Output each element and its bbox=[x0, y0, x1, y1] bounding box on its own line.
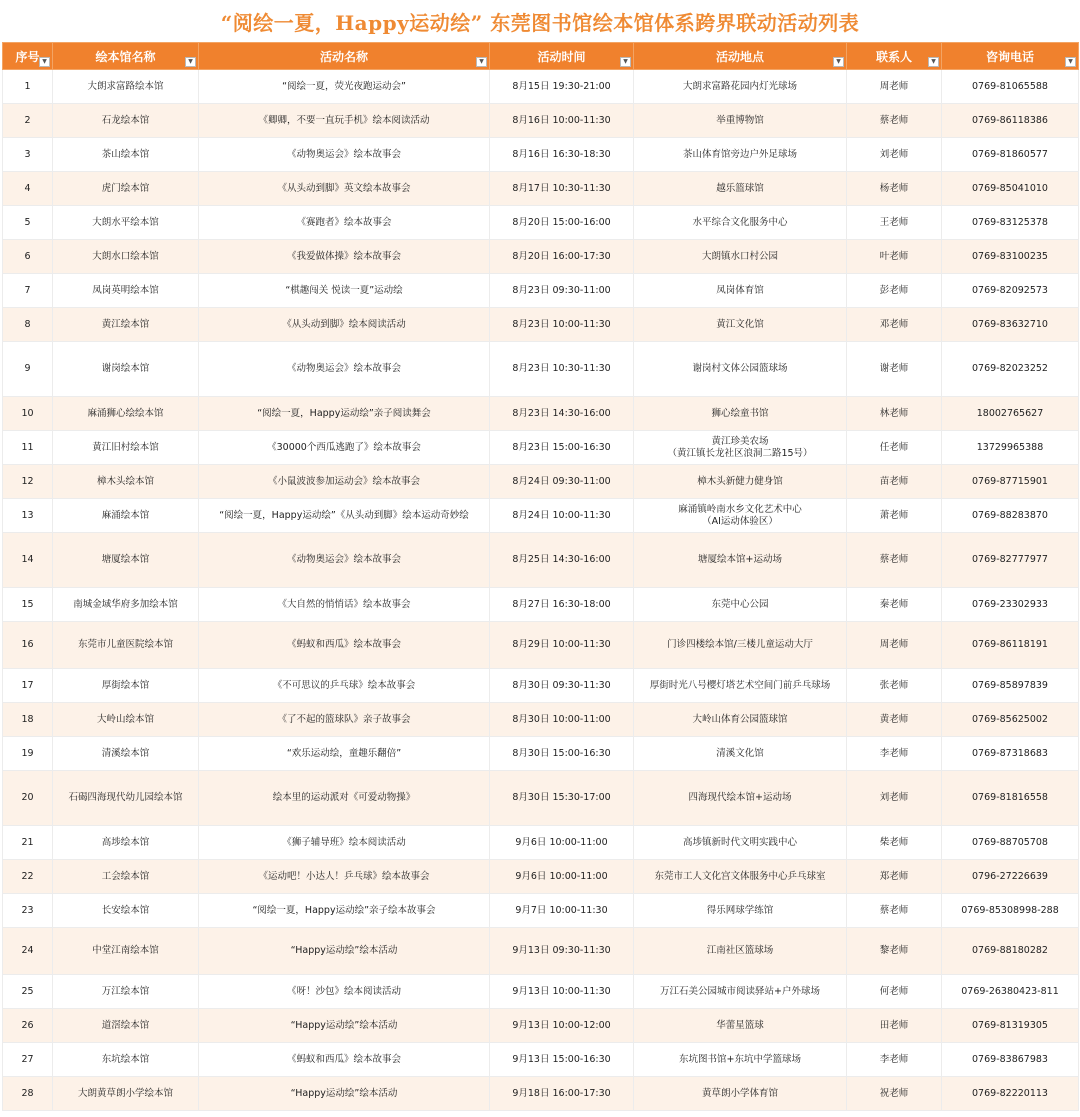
activity-location-cell[interactable] bbox=[634, 172, 847, 206]
row-number-cell[interactable]: 2 bbox=[3, 104, 53, 138]
table-row bbox=[3, 588, 1079, 622]
activity-location-cell[interactable] bbox=[634, 533, 847, 588]
contact-cell[interactable]: 张老师 bbox=[847, 669, 942, 703]
table-row bbox=[3, 928, 1079, 975]
dropdown-filter-icon[interactable]: ▼ bbox=[620, 57, 631, 67]
phone-cell[interactable]: 0769-88705708 bbox=[942, 826, 1079, 860]
contact-cell[interactable]: 蔡老师 bbox=[847, 104, 942, 138]
activity-name-cell[interactable]: 《大自然的悄悄话》绘本故事会 bbox=[199, 588, 490, 622]
phone-cell[interactable]: 0769-23302933 bbox=[942, 588, 1079, 622]
activity-name-cell[interactable]: “Happy运动绘”绘本活动 bbox=[199, 1009, 490, 1043]
location-line: 得乐网球学练馆 bbox=[706, 904, 774, 916]
location-line: 麻涌镇岭南水乡文化艺术中心 bbox=[678, 503, 802, 515]
phone-cell[interactable]: 0769-81319305 bbox=[942, 1009, 1079, 1043]
table-row bbox=[3, 240, 1079, 274]
library-name-cell[interactable]: 麻涌狮心绘绘本馆 bbox=[53, 397, 199, 431]
activity-name-cell[interactable]: 《小鼠波波参加运动会》绘本故事会 bbox=[199, 465, 490, 499]
contact-cell[interactable]: 柴老师 bbox=[847, 826, 942, 860]
library-name-cell[interactable]: 高埗绘本馆 bbox=[53, 826, 199, 860]
library-name-cell[interactable]: 茶山绘本馆 bbox=[53, 138, 199, 172]
activity-name-cell[interactable]: “棋趣闯关 悦读一夏”运动绘 bbox=[199, 274, 490, 308]
activity-name-cell[interactable]: 《从头动到脚》绘本阅读活动 bbox=[199, 308, 490, 342]
activity-name-cell[interactable]: 《卿卿，不要一直玩手机》绘本阅读活动 bbox=[199, 104, 490, 138]
activity-location-cell[interactable] bbox=[634, 622, 847, 669]
row-number-cell[interactable]: 20 bbox=[3, 771, 53, 826]
table-row bbox=[3, 274, 1079, 308]
activity-location-cell[interactable] bbox=[634, 342, 847, 397]
activity-name-cell[interactable]: 《了不起的篮球队》亲子故事会 bbox=[199, 703, 490, 737]
activity-location-cell[interactable] bbox=[634, 397, 847, 431]
activity-location-cell[interactable] bbox=[634, 431, 847, 465]
contact-cell[interactable]: 王老师 bbox=[847, 206, 942, 240]
table-row bbox=[3, 308, 1079, 342]
location-line: 高埗镇新时代文明实践中心 bbox=[682, 836, 797, 848]
library-name-cell[interactable]: 大朗黄草朗小学绘本馆 bbox=[53, 1077, 199, 1111]
phone-cell[interactable]: 0769-82777977 bbox=[942, 533, 1079, 588]
activity-location-cell[interactable] bbox=[634, 1043, 847, 1077]
row-number-cell[interactable]: 4 bbox=[3, 172, 53, 206]
activity-time-cell[interactable]: 9月13日 15:00-16:30 bbox=[490, 1043, 634, 1077]
contact-cell[interactable]: 杨老师 bbox=[847, 172, 942, 206]
header-cell[interactable]: 绘本馆名称 ▼ bbox=[53, 43, 199, 70]
phone-cell[interactable]: 0769-85897839 bbox=[942, 669, 1079, 703]
table-row bbox=[3, 499, 1079, 533]
contact-cell[interactable]: 周老师 bbox=[847, 622, 942, 669]
location-line: 江南社区篮球场 bbox=[706, 945, 774, 956]
location-line: 东莞市工人文化宫文体服务中心乒乓球室 bbox=[654, 870, 826, 882]
phone-cell[interactable]: 18002765627 bbox=[942, 397, 1079, 431]
activity-name-cell[interactable]: “Happy运动绘”绘本活动 bbox=[199, 1077, 490, 1111]
location-line: 万江石美公园城市阅读驿站+户外球场 bbox=[660, 985, 820, 997]
location-line: 水平综合文化服务中心 bbox=[692, 216, 788, 228]
row-number-cell[interactable]: 25 bbox=[3, 975, 53, 1009]
table-row bbox=[3, 1043, 1079, 1077]
table-row bbox=[3, 138, 1079, 172]
location-line: 樟木头新健力健身馆 bbox=[697, 475, 783, 487]
location-line: 越乐篮球馆 bbox=[716, 182, 764, 194]
contact-cell[interactable]: 任老师 bbox=[847, 431, 942, 465]
contact-cell[interactable]: 苗老师 bbox=[847, 465, 942, 499]
phone-cell[interactable]: 0769-82092573 bbox=[942, 274, 1079, 308]
location-line: 黄草朗小学体育馆 bbox=[701, 1087, 778, 1099]
library-name-cell[interactable]: 长安绘本馆 bbox=[53, 894, 199, 928]
table-row bbox=[3, 669, 1079, 703]
phone-cell[interactable]: 0769-81065588 bbox=[942, 70, 1079, 104]
location-line: 清溪文化馆 bbox=[716, 747, 764, 759]
phone-cell[interactable]: 0769-83100235 bbox=[942, 240, 1079, 274]
header-cell[interactable]: 活动名称 ▼ bbox=[199, 43, 490, 70]
library-name-cell[interactable]: 麻涌绘本馆 bbox=[53, 499, 199, 533]
row-number-cell[interactable]: 26 bbox=[3, 1009, 53, 1043]
activity-location-cell[interactable] bbox=[634, 894, 847, 928]
library-name-cell[interactable]: 中堂江南绘本馆 bbox=[53, 928, 199, 975]
activity-time-cell[interactable]: 9月7日 10:00-11:30 bbox=[490, 894, 634, 928]
header-cell[interactable]: 咨询电话 ▼ bbox=[942, 43, 1079, 70]
location-line: 门诊四楼绘本馆/三楼儿童运动大厅 bbox=[667, 639, 813, 650]
phone-cell[interactable]: 0769-86118386 bbox=[942, 104, 1079, 138]
library-name-cell[interactable]: 南城金域华府多加绘本馆 bbox=[53, 588, 199, 622]
activity-time-cell[interactable]: 8月24日 09:30-11:00 bbox=[490, 465, 634, 499]
phone-cell[interactable]: 0769-86118191 bbox=[942, 622, 1079, 669]
location-subline: （黄江镇长龙社区浪洞二路15号） bbox=[667, 447, 813, 459]
activity-time-cell[interactable]: 8月25日 14:30-16:00 bbox=[490, 533, 634, 588]
activity-name-cell[interactable]: 《呀！沙包》绘本阅读活动 bbox=[199, 975, 490, 1009]
row-number-cell[interactable]: 18 bbox=[3, 703, 53, 737]
row-number-cell[interactable]: 19 bbox=[3, 737, 53, 771]
row-number-cell[interactable]: 8 bbox=[3, 308, 53, 342]
activity-time-cell[interactable]: 9月13日 09:30-11:30 bbox=[490, 928, 634, 975]
activity-name-cell[interactable]: “Happy运动绘”绘本活动 bbox=[199, 928, 490, 975]
location-line: 厚街时光八号樱灯塔艺术空间门前乒乓球场 bbox=[649, 679, 831, 691]
activity-name-cell[interactable]: “欢乐运动绘，童趣乐翻倍” bbox=[199, 737, 490, 771]
activity-location-cell[interactable] bbox=[634, 588, 847, 622]
activity-location-cell[interactable] bbox=[634, 737, 847, 771]
table-row bbox=[3, 70, 1079, 104]
row-number-cell[interactable]: 3 bbox=[3, 138, 53, 172]
dropdown-filter-icon[interactable]: ▼ bbox=[833, 57, 844, 67]
row-number-cell[interactable]: 28 bbox=[3, 1077, 53, 1111]
library-name-cell[interactable]: 东坑绘本馆 bbox=[53, 1043, 199, 1077]
contact-cell[interactable]: 蔡老师 bbox=[847, 894, 942, 928]
dropdown-filter-icon[interactable]: ▼ bbox=[476, 57, 487, 67]
activity-location-cell[interactable] bbox=[634, 499, 847, 533]
activity-time-cell[interactable]: 8月23日 09:30-11:00 bbox=[490, 274, 634, 308]
header-cell[interactable]: 序号 ▼ bbox=[3, 43, 53, 70]
contact-cell[interactable]: 林老师 bbox=[847, 397, 942, 431]
phone-cell[interactable]: 0769-81860577 bbox=[942, 138, 1079, 172]
location-line: 黄江文化馆 bbox=[716, 318, 764, 330]
phone-cell[interactable]: 0769-88180282 bbox=[942, 928, 1079, 975]
activity-time-cell[interactable]: 8月24日 10:00-11:30 bbox=[490, 499, 634, 533]
activity-name-cell[interactable]: 绘本里的运动派对《可爱动物操》 bbox=[199, 771, 490, 826]
table-row bbox=[3, 397, 1079, 431]
row-number-cell[interactable]: 13 bbox=[3, 499, 53, 533]
contact-cell[interactable]: 田老师 bbox=[847, 1009, 942, 1043]
table-row bbox=[3, 860, 1079, 894]
location-line: 华蕾星篮球 bbox=[716, 1019, 764, 1031]
location-line: 大朗求富路花园内灯光球场 bbox=[682, 80, 797, 92]
contact-cell[interactable]: 刘老师 bbox=[847, 138, 942, 172]
row-number-cell[interactable]: 10 bbox=[3, 397, 53, 431]
dropdown-filter-icon[interactable]: ▼ bbox=[928, 57, 939, 67]
activity-name-cell[interactable]: 《从头动到脚》英文绘本故事会 bbox=[199, 172, 490, 206]
library-name-cell[interactable]: 大朗求富路绘本馆 bbox=[53, 70, 199, 104]
library-name-cell[interactable]: 虎门绘本馆 bbox=[53, 172, 199, 206]
activity-name-cell[interactable]: “阅绘一夏，Happy运动绘”《从头动到脚》绘本运动奇妙绘 bbox=[199, 499, 490, 533]
table-row bbox=[3, 465, 1079, 499]
activity-name-cell[interactable]: “阅绘一夏，荧光夜跑运动会” bbox=[199, 70, 490, 104]
row-number-cell[interactable]: 15 bbox=[3, 588, 53, 622]
location-line: 塘厦绘本馆+运动场 bbox=[698, 554, 782, 565]
location-line: 东坑图书馆+东坑中学篮球场 bbox=[679, 1053, 801, 1065]
activity-name-cell[interactable]: 《我爱做体操》绘本故事会 bbox=[199, 240, 490, 274]
table-row bbox=[3, 206, 1079, 240]
activity-location-cell[interactable] bbox=[634, 240, 847, 274]
activity-time-cell[interactable]: 8月23日 10:30-11:30 bbox=[490, 342, 634, 397]
activity-location-cell[interactable] bbox=[634, 206, 847, 240]
library-name-cell[interactable]: 石碣四海现代幼儿园绘本馆 bbox=[53, 771, 199, 826]
activity-location-cell[interactable] bbox=[634, 1009, 847, 1043]
activity-time-cell[interactable]: 9月13日 10:00-12:00 bbox=[490, 1009, 634, 1043]
activity-time-cell[interactable]: 8月29日 10:00-11:30 bbox=[490, 622, 634, 669]
phone-cell[interactable]: 0769-83632710 bbox=[942, 308, 1079, 342]
row-number-cell[interactable]: 5 bbox=[3, 206, 53, 240]
library-name-cell[interactable]: 石龙绘本馆 bbox=[53, 104, 199, 138]
activity-time-cell[interactable]: 8月30日 09:30-11:30 bbox=[490, 669, 634, 703]
row-number-cell[interactable]: 7 bbox=[3, 274, 53, 308]
row-number-cell[interactable]: 12 bbox=[3, 465, 53, 499]
header-cell[interactable]: 活动时间 ▼ bbox=[490, 43, 634, 70]
phone-cell[interactable]: 0769-81816558 bbox=[942, 771, 1079, 826]
table-row bbox=[3, 172, 1079, 206]
activity-name-cell[interactable]: “阅绘一夏，Happy运动绘”亲子绘本故事会 bbox=[199, 894, 490, 928]
phone-cell[interactable]: 0769-87715901 bbox=[942, 465, 1079, 499]
phone-cell[interactable]: 0769-83125378 bbox=[942, 206, 1079, 240]
sheet-title: “阅绘一夏，Happy运动绘” 东莞图书馆绘本馆体系跨界联动活动列表 bbox=[220, 10, 860, 35]
activity-time-cell[interactable]: 8月17日 10:30-11:30 bbox=[490, 172, 634, 206]
location-line: 四海现代绘本馆+运动场 bbox=[688, 792, 792, 803]
phone-cell[interactable]: 0769-88283870 bbox=[942, 499, 1079, 533]
activity-time-cell[interactable]: 8月27日 16:30-18:00 bbox=[490, 588, 634, 622]
contact-cell[interactable]: 刘老师 bbox=[847, 771, 942, 826]
activity-location-cell[interactable] bbox=[634, 1077, 847, 1111]
table-row bbox=[3, 703, 1079, 737]
location-line: 凤岗体育馆 bbox=[716, 284, 764, 296]
activity-name-cell[interactable]: 《动物奥运会》绘本故事会 bbox=[199, 138, 490, 172]
library-name-cell[interactable]: 大朗水口绘本馆 bbox=[53, 240, 199, 274]
contact-cell[interactable]: 秦老师 bbox=[847, 588, 942, 622]
activity-time-cell[interactable]: 8月15日 19:30-21:00 bbox=[490, 70, 634, 104]
location-line: 黄江珍美农场 bbox=[711, 435, 769, 447]
activity-time-cell[interactable]: 9月13日 10:00-11:30 bbox=[490, 975, 634, 1009]
activity-name-cell[interactable]: 《狮子辅导班》绘本阅读活动 bbox=[199, 826, 490, 860]
activity-location-cell[interactable] bbox=[634, 975, 847, 1009]
phone-cell[interactable]: 0769-85041010 bbox=[942, 172, 1079, 206]
library-name-cell[interactable]: 谢岗绘本馆 bbox=[53, 342, 199, 397]
activity-location-cell[interactable] bbox=[634, 928, 847, 975]
row-number-cell[interactable]: 6 bbox=[3, 240, 53, 274]
contact-cell[interactable]: 蔡老师 bbox=[847, 533, 942, 588]
activity-time-cell[interactable]: 8月30日 15:30-17:00 bbox=[490, 771, 634, 826]
contact-cell[interactable]: 何老师 bbox=[847, 975, 942, 1009]
phone-cell[interactable]: 0769-82220113 bbox=[942, 1077, 1079, 1111]
table-row bbox=[3, 533, 1079, 588]
phone-cell[interactable]: 0769-85625002 bbox=[942, 703, 1079, 737]
library-name-cell[interactable]: 樟木头绘本馆 bbox=[53, 465, 199, 499]
contact-cell[interactable]: 黄老师 bbox=[847, 703, 942, 737]
contact-cell[interactable]: 郑老师 bbox=[847, 860, 942, 894]
location-line: 谢岗村文体公园篮球场 bbox=[692, 363, 788, 374]
contact-cell[interactable]: 祝老师 bbox=[847, 1077, 942, 1111]
activity-location-cell[interactable] bbox=[634, 703, 847, 737]
dropdown-filter-icon[interactable]: ▼ bbox=[39, 57, 50, 67]
table-row bbox=[3, 1009, 1079, 1043]
activity-name-cell[interactable]: 《动物奥运会》绘本故事会 bbox=[199, 533, 490, 588]
row-number-cell[interactable]: 11 bbox=[3, 431, 53, 465]
library-name-cell[interactable]: 塘厦绘本馆 bbox=[53, 533, 199, 588]
row-number-cell[interactable]: 14 bbox=[3, 533, 53, 588]
library-name-cell[interactable]: 黄江绘本馆 bbox=[53, 308, 199, 342]
activity-location-cell[interactable] bbox=[634, 771, 847, 826]
activity-time-cell[interactable]: 8月23日 10:00-11:30 bbox=[490, 308, 634, 342]
contact-cell[interactable]: 谢老师 bbox=[847, 342, 942, 397]
activity-location-cell[interactable] bbox=[634, 104, 847, 138]
activity-name-cell[interactable]: 《赛跑者》绘本故事会 bbox=[199, 206, 490, 240]
table-row bbox=[3, 342, 1079, 397]
row-number-cell[interactable]: 1 bbox=[3, 70, 53, 104]
row-number-cell[interactable]: 24 bbox=[3, 928, 53, 975]
library-name-cell[interactable]: 道滘绘本馆 bbox=[53, 1009, 199, 1043]
table-row bbox=[3, 737, 1079, 771]
row-number-cell[interactable]: 9 bbox=[3, 342, 53, 397]
dropdown-filter-icon[interactable]: ▼ bbox=[1065, 57, 1076, 67]
contact-cell[interactable]: 李老师 bbox=[847, 1043, 942, 1077]
phone-cell[interactable]: 0769-83867983 bbox=[942, 1043, 1079, 1077]
table-row bbox=[3, 104, 1079, 138]
table-row bbox=[3, 826, 1079, 860]
library-name-cell[interactable]: 清溪绘本馆 bbox=[53, 737, 199, 771]
location-line: 大岭山体育公园篮球馆 bbox=[692, 713, 788, 725]
activity-time-cell[interactable]: 9月6日 10:00-11:00 bbox=[490, 826, 634, 860]
table-row bbox=[3, 622, 1079, 669]
phone-cell[interactable]: 0769-87318683 bbox=[942, 737, 1079, 771]
header-row bbox=[3, 43, 1079, 70]
table-row bbox=[3, 1077, 1079, 1111]
activity-location-cell[interactable] bbox=[634, 826, 847, 860]
activity-time-cell[interactable]: 8月23日 14:30-16:00 bbox=[490, 397, 634, 431]
phone-cell[interactable]: 0769-85308998-288 bbox=[942, 894, 1079, 928]
location-line: 茶山体育馆旁边户外足球场 bbox=[682, 148, 797, 160]
library-name-cell[interactable]: 东莞市儿童医院绘本馆 bbox=[53, 622, 199, 669]
table-row bbox=[3, 975, 1079, 1009]
table-row bbox=[3, 431, 1079, 465]
activity-time-cell[interactable]: 8月30日 10:00-11:00 bbox=[490, 703, 634, 737]
header-cell[interactable]: 活动地点 ▼ bbox=[634, 43, 847, 70]
contact-cell[interactable]: 叶老师 bbox=[847, 240, 942, 274]
activity-name-cell[interactable]: 《30000个西瓜逃跑了》绘本故事会 bbox=[199, 431, 490, 465]
contact-cell[interactable]: 李老师 bbox=[847, 737, 942, 771]
activity-location-cell[interactable] bbox=[634, 274, 847, 308]
location-line: 举重博物馆 bbox=[716, 114, 764, 126]
activity-name-cell[interactable]: 《蚂蚁和西瓜》绘本故事会 bbox=[199, 622, 490, 669]
location-line: 东莞中心公园 bbox=[711, 598, 769, 610]
phone-cell[interactable]: 13729965388 bbox=[942, 431, 1079, 465]
table-row bbox=[3, 771, 1079, 826]
contact-cell[interactable]: 萧老师 bbox=[847, 499, 942, 533]
library-name-cell[interactable]: 工会绘本馆 bbox=[53, 860, 199, 894]
activity-name-cell[interactable]: 《不可思议的乒乓球》绘本故事会 bbox=[199, 669, 490, 703]
row-number-cell[interactable]: 17 bbox=[3, 669, 53, 703]
activity-name-cell[interactable]: 《运动吧！小达人！乒乓球》绘本故事会 bbox=[199, 860, 490, 894]
activity-location-cell[interactable] bbox=[634, 669, 847, 703]
location-line: 狮心绘童书馆 bbox=[711, 407, 769, 419]
activity-time-cell[interactable]: 8月20日 16:00-17:30 bbox=[490, 240, 634, 274]
activity-location-cell[interactable] bbox=[634, 465, 847, 499]
row-number-cell[interactable]: 27 bbox=[3, 1043, 53, 1077]
library-name-cell[interactable]: 大岭山绘本馆 bbox=[53, 703, 199, 737]
contact-cell[interactable]: 周老师 bbox=[847, 70, 942, 104]
activity-location-cell[interactable] bbox=[634, 70, 847, 104]
header-cell[interactable]: 联系人 ▼ bbox=[847, 43, 942, 70]
row-number-cell[interactable]: 21 bbox=[3, 826, 53, 860]
table-row bbox=[3, 894, 1079, 928]
activity-time-cell[interactable]: 8月30日 15:00-16:30 bbox=[490, 737, 634, 771]
library-name-cell[interactable]: 凤岗英明绘本馆 bbox=[53, 274, 199, 308]
activity-name-cell[interactable]: 《动物奥运会》绘本故事会 bbox=[199, 342, 490, 397]
dropdown-filter-icon[interactable]: ▼ bbox=[185, 57, 196, 67]
activity-time-cell[interactable]: 9月18日 16:00-17:30 bbox=[490, 1077, 634, 1111]
activity-time-cell[interactable]: 8月23日 15:00-16:30 bbox=[490, 431, 634, 465]
row-number-cell[interactable]: 23 bbox=[3, 894, 53, 928]
row-number-cell[interactable]: 22 bbox=[3, 860, 53, 894]
contact-cell[interactable]: 邓老师 bbox=[847, 308, 942, 342]
location-subline: （AI运动体验区） bbox=[702, 515, 778, 527]
phone-cell[interactable]: 0769-26380423-811 bbox=[942, 975, 1079, 1009]
activity-name-cell[interactable]: “阅绘一夏，Happy运动绘”亲子阅读舞会 bbox=[199, 397, 490, 431]
activity-location-cell[interactable] bbox=[634, 138, 847, 172]
activity-time-cell[interactable]: 8月20日 15:00-16:00 bbox=[490, 206, 634, 240]
activity-name-cell[interactable]: 《蚂蚁和西瓜》绘本故事会 bbox=[199, 1043, 490, 1077]
location-line: 大朗镇水口村公园 bbox=[701, 250, 778, 262]
contact-cell[interactable]: 彭老师 bbox=[847, 274, 942, 308]
activity-time-cell[interactable]: 9月6日 10:00-11:00 bbox=[490, 860, 634, 894]
phone-cell[interactable]: 0796-27226639 bbox=[942, 860, 1079, 894]
contact-cell[interactable]: 黎老师 bbox=[847, 928, 942, 975]
activity-time-cell[interactable]: 8月16日 10:00-11:30 bbox=[490, 104, 634, 138]
row-number-cell[interactable]: 16 bbox=[3, 622, 53, 669]
library-name-cell[interactable]: 黄江旧村绘本馆 bbox=[53, 431, 199, 465]
phone-cell[interactable]: 0769-82023252 bbox=[942, 342, 1079, 397]
activity-location-cell[interactable] bbox=[634, 860, 847, 894]
activity-time-cell[interactable]: 8月16日 16:30-18:30 bbox=[490, 138, 634, 172]
activity-location-cell[interactable] bbox=[634, 308, 847, 342]
library-name-cell[interactable]: 厚街绘本馆 bbox=[53, 669, 199, 703]
library-name-cell[interactable]: 大朗水平绘本馆 bbox=[53, 206, 199, 240]
activity-table bbox=[2, 42, 1079, 1111]
library-name-cell[interactable]: 万江绘本馆 bbox=[53, 975, 199, 1009]
